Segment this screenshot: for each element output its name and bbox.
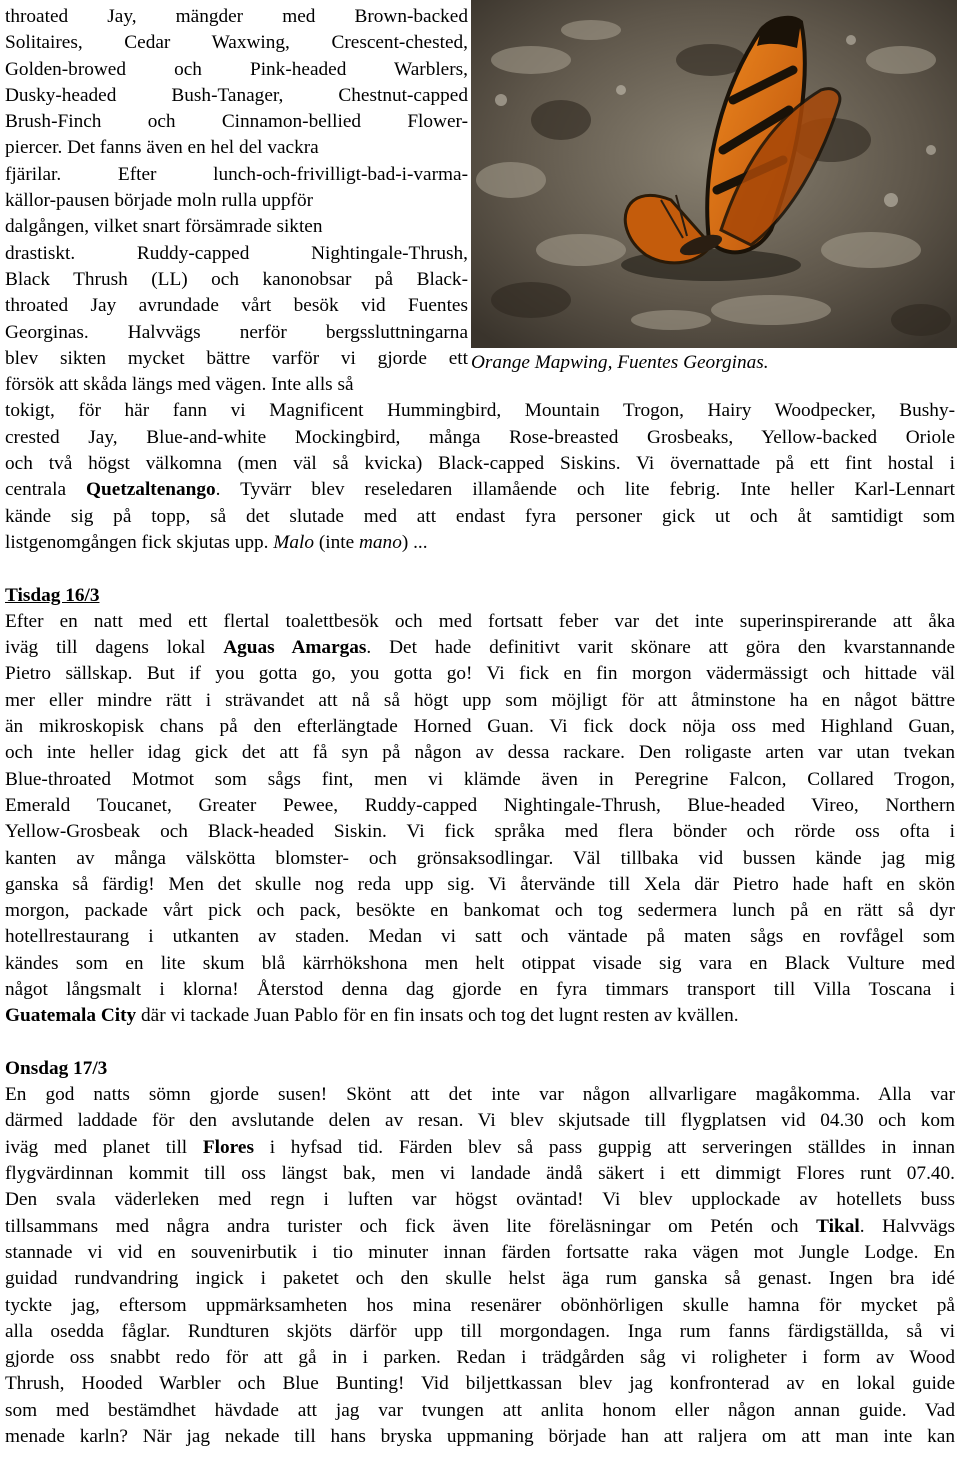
text-line: kanten av många välskötta blomster- och grönsaksodlingar. Väl tillbaka vid bussen kände jag mig [5, 847, 955, 869]
text-run: listgenomgången fick skjutas upp. [5, 531, 274, 553]
text-line: Dusky-headed Bush-Tanager, Chestnut-capped [5, 84, 468, 106]
text-line: något långsmalt i klorna! Återstod denna dag gjorde en fyra timmars transport till Villa Toscana i [5, 978, 955, 1000]
text-run: i hyfsad tid. Färden blev så pass guppig att serveringen ställdes in innan [253, 1136, 955, 1158]
text-line: Efter en natt med ett flertal toalettbesök och med fortsatt feber var det inte superinspirerande att åka [5, 610, 955, 632]
text-line: throated Jay, mängder med Brown-backed [5, 6, 468, 27]
text-line: alla osedda fåglar. Rundturen skjöts därför upp till morgondagen. Inga rum fanns färdigställda, så vi [5, 1320, 955, 1342]
paragraph-continued [5, 4, 957, 556]
place-name: Tikal [816, 1215, 860, 1237]
text-line: Brush-Finch och Cinnamon-bellied Flower- [5, 111, 468, 133]
text-line: kände sig på topp, så det slutade med att endast fyra personer gick ut och åt samtidigt som [5, 505, 955, 527]
text-line: källor-pausen började moln rulla uppför [5, 190, 314, 212]
day-section-wednesday [5, 1056, 957, 1450]
text-line: Georginas. Halvvägs nerför bergssluttningarna [5, 321, 468, 343]
text-line: Solitaires, Cedar Waxwing, Crescent-chested, [5, 32, 468, 54]
text-line: tyckte jag, eftersom uppmärksamheten hos mina resenärer obönhörligen skulle hamna för mycket på [5, 1294, 955, 1316]
text-line: crested Jay, Blue-and-white Mockingbird, många Rose-breasted Grosbeaks, Yellow-backed Oriole [5, 426, 955, 448]
text-line: flygvärdinnan kommit till oss längst bak, men vi landade ändå säkert i ett dimmigt Flores runt 07.40. [5, 1163, 955, 1185]
text-line: Thrush, Hooded Warbler och Blue Bunting! Vid biljettkassan blev jag konfronterad av en lokal guide [5, 1373, 955, 1395]
text-line: menade karln? När jag nekade till hans bryska uppmaning började han att raljera om att man inte kan [5, 1426, 955, 1448]
spacer [5, 556, 957, 582]
text-line: Yellow-Grosbeak och Black-headed Siskin. Vi fick språka med flera bönder och rörde oss ofta i [5, 821, 955, 843]
spacer [5, 1030, 957, 1056]
text-run: . Det hade definitivt varit skönare att göra den kvarstannande [366, 637, 955, 659]
text-run: ) ... [401, 531, 428, 553]
text-line: morgon, packade vårt pick och pack, besökte en bankomat och tog sedermera lunch på en rätt så dyr [5, 900, 955, 922]
text-line: En god natts sömn gjorde susen! Skönt att det inte var någon allvarligare magåkomma. Alla var [5, 1084, 955, 1106]
text-line: hotellrestaurang i utkanten av staden. Medan vi satt och väntade på maten sågs en rovfågel som [5, 926, 955, 948]
text-line: fjärilar. Efter lunch-och-frivilligt-bad-i-varma- [5, 163, 468, 185]
text-line: mer eller mindre rätt i strävandet att nå så högt upp som möjligt för att åtminstone ha en något bättre [5, 689, 955, 711]
text-line: throated Jay avrundade vårt besök vid Fuentes [5, 295, 468, 317]
text-line: Black Thrush (LL) och kanonobsar på Black- [5, 268, 468, 290]
text-line: och inte heller idag gick det att få syn på någon av dessa rackare. Den roligaste arten var utan tvekan [5, 742, 955, 764]
text-line [5, 1003, 957, 1029]
text-line: och två högst välkomna (men väl så kvicka) Black-capped Siskins. Vi övernattade på ett fint hostal i [5, 453, 955, 475]
text-line: guidad rundvandring ingick i paketet och den skulle helst äga rum ganska så genast. Ingen bra idé [5, 1268, 955, 1290]
italic-word: mano [358, 531, 402, 553]
place-name: Flores [202, 1136, 254, 1158]
text-line [5, 635, 955, 661]
text-line: piercer. Det fanns även en hel del vackra [5, 137, 319, 159]
text-line: Pietro sällskap. But if you gotta go, you gotta go! Vi fick en fin morgon vädermässigt och hittade väl [5, 663, 955, 685]
text-line: än mikroskopisk chans på den efterlängtade Horned Guan. Vi fick dock nöja oss med Highland Guan, [5, 716, 955, 738]
text-line: drastiskt. Ruddy-capped Nightingale-Thrush, [5, 242, 468, 264]
text-run: . Tyvärr blev reseledaren illamående och lite febrig. Inte heller Karl-Lennart [215, 479, 955, 501]
text-line: gjorde oss snabbt redo för att gå in i parken. Redan i trädgården såg vi roligheter i form av Wood [5, 1347, 955, 1369]
place-name: Guatemala City [5, 1005, 137, 1027]
text-line [5, 477, 955, 503]
document-body [5, 4, 957, 1450]
text-line: kändes som en lite skum blå kärrhökshona men helt otippat visade sig vara en Black Vulture med [5, 952, 955, 974]
text-line: därmed laddade för den avslutande delen av resan. Vi blev skjutsade till flygplatsen vid 04.30 och kom [5, 1110, 955, 1132]
place-name: Aguas Amargas [223, 637, 367, 659]
text-line: Blue-throated Motmot som sågs fint, men vi klämde även in Peregrine Falcon, Collared Trogon, [5, 768, 955, 790]
italic-word: Malo [273, 531, 314, 553]
text-line [5, 1135, 955, 1161]
text-line: Golden-browed och Pink-headed Warblers, [5, 58, 468, 80]
text-line [5, 530, 957, 556]
text-line: Den svala väderleken med regn i luften var högst oväntad! Vi blev upplockade av hotellets buss [5, 1189, 955, 1211]
day-heading: Onsdag 17/3 [5, 1057, 108, 1079]
text-line: blev sikten mycket bättre varför vi gjorde ett [5, 347, 468, 369]
text-run: . Halvvägs [859, 1215, 955, 1237]
text-line [5, 1214, 955, 1240]
text-line: försök att skåda längs med vägen. Inte alls så [5, 374, 354, 396]
text-line: som med bestämdhet hävdade att jag var tvungen att anlita honom eller någon annan guide. Vad [5, 1399, 955, 1421]
photo-caption: Orange Mapwing, Fuentes Georginas. [471, 352, 769, 373]
text-line: dalgången, vilket snart försämrade sikten [5, 216, 323, 238]
text-run: iväg till dagens lokal [5, 637, 224, 659]
day-section-tuesday [5, 583, 957, 1030]
text-line: stannade vi vid en souvenirbutik i tio minuter innan färden fortsatte raka vägen mot Jungle Lodge. En [5, 1241, 955, 1263]
place-name: Quetzaltenango [86, 479, 216, 501]
text-line: ganska så färdig! Men det skulle nog reda upp sig. Vi återvände till Xela där Pietro hade haft en skön [5, 873, 955, 895]
text-line: Emerald Toucanet, Greater Pewee, Ruddy-capped Nightingale-Thrush, Blue-headed Vireo, Northern [5, 794, 955, 816]
text-run: iväg med planet till [5, 1136, 203, 1158]
text-run: (inte [314, 531, 359, 553]
text-run: där vi tackade Juan Pablo för en fin insats och tog det lugnt resten av kvällen. [136, 1005, 739, 1027]
day-heading: Tisdag 16/3 [5, 584, 100, 606]
text-run: tillsammans med några andra turister och fick även lite föreläsningar om Petén och [5, 1215, 817, 1237]
text-line: tokigt, för här fann vi Magnificent Hummingbird, Mountain Trogon, Hairy Woodpecker, Bushy- [5, 400, 955, 422]
text-run: centrala [5, 479, 87, 501]
